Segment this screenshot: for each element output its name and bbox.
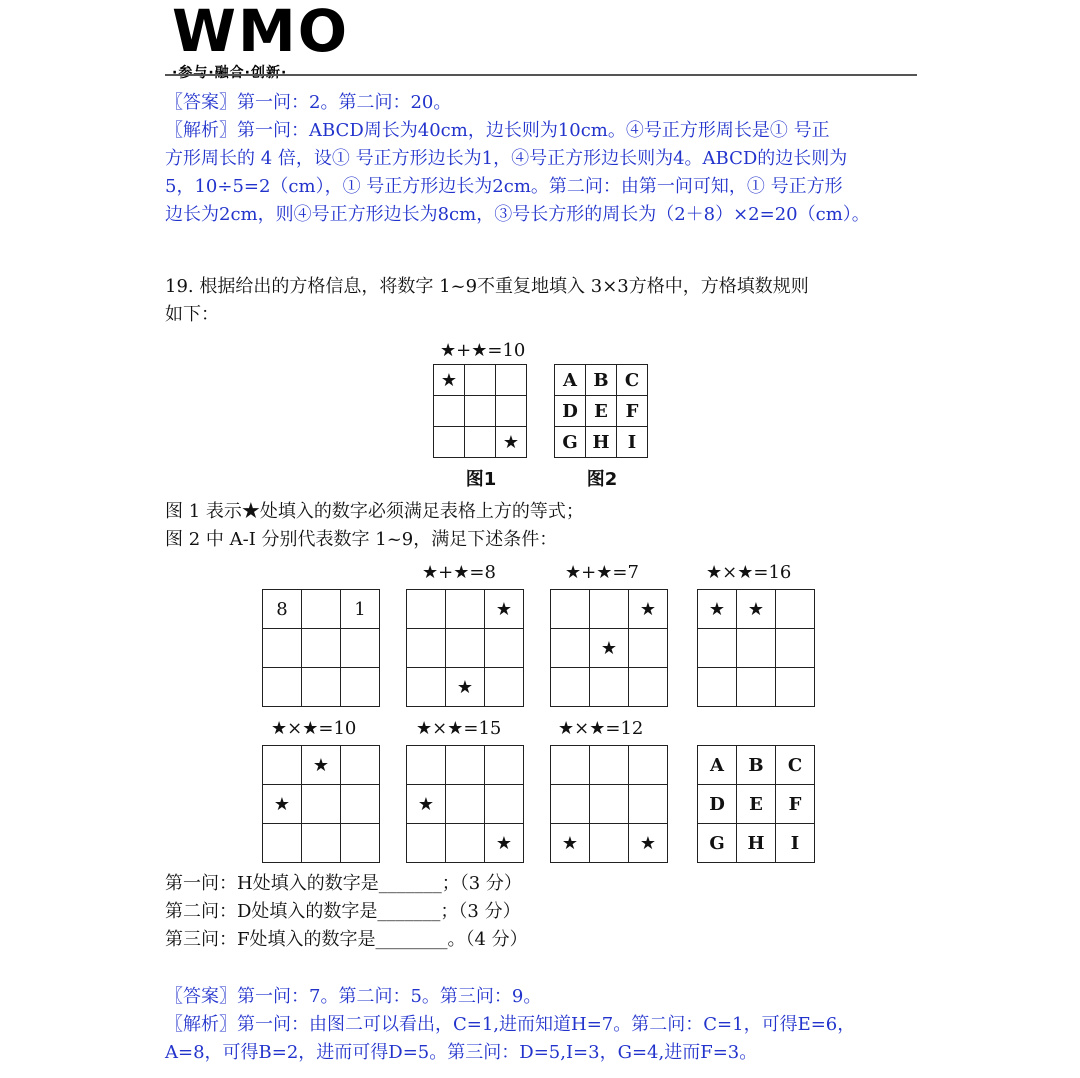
grid-cell: A <box>698 746 737 785</box>
star-cell: ★ <box>737 590 776 629</box>
grid-cell <box>485 746 524 785</box>
grid-cell <box>590 668 629 707</box>
grid-cell: G <box>555 427 586 458</box>
grid-cell: C <box>617 365 648 396</box>
grid-cell <box>496 365 527 396</box>
header-divider <box>165 74 917 76</box>
logo-word: WMO <box>172 0 349 65</box>
grid-cell <box>446 785 485 824</box>
grid-row <box>263 668 380 707</box>
grid-row <box>407 785 524 824</box>
grid-cell <box>485 668 524 707</box>
grid-cell: B <box>586 365 617 396</box>
condition-3-equation: ★+★=7 <box>565 562 639 583</box>
star-cell: ★ <box>302 746 341 785</box>
grid-cell <box>590 746 629 785</box>
grid-cell: E <box>737 785 776 824</box>
star-cell: ★ <box>434 365 465 396</box>
grid-cell <box>407 746 446 785</box>
grid-cell: B <box>737 746 776 785</box>
grid-cell <box>776 629 815 668</box>
grid-cell <box>434 427 465 458</box>
grid-cell <box>263 668 302 707</box>
grid-cell <box>629 785 668 824</box>
grid-row <box>263 785 380 824</box>
grid-row <box>698 746 815 785</box>
grid-cell <box>341 824 380 863</box>
grid-cell: D <box>698 785 737 824</box>
grid-cell <box>465 396 496 427</box>
condition-7-equation: ★×★=12 <box>558 718 644 739</box>
q19-analysis-line-1: 〖解析〗第一问：由图二可以看出，C=1,进而知道H=7。第二问：C=1，可得E=6， <box>165 1014 856 1035</box>
condition-2-grid <box>406 589 524 707</box>
rule-line-2: 图 2 中 A-I 分别代表数字 1~9，满足下述条件： <box>165 529 558 550</box>
star-cell: ★ <box>485 590 524 629</box>
figure-2-label: 图2 <box>586 469 618 490</box>
grid-row <box>407 629 524 668</box>
condition-1-grid <box>262 589 380 707</box>
grid-cell <box>590 785 629 824</box>
star-cell: ★ <box>446 668 485 707</box>
grid-cell <box>263 824 302 863</box>
star-cell: ★ <box>551 824 590 863</box>
condition-6-grid <box>406 745 524 863</box>
grid-cell <box>302 629 341 668</box>
grid-cell <box>465 365 496 396</box>
grid-row <box>551 824 668 863</box>
grid-row <box>551 629 668 668</box>
grid-cell: I <box>617 427 648 458</box>
star-cell: ★ <box>485 824 524 863</box>
grid-cell <box>446 590 485 629</box>
grid-cell <box>341 785 380 824</box>
grid-cell <box>302 824 341 863</box>
prev-answer: 〖答案〗第一问：2。第二问：20。 <box>165 92 452 113</box>
grid-cell <box>341 629 380 668</box>
condition-7-grid <box>550 745 668 863</box>
grid-row <box>698 629 815 668</box>
grid-cell: F <box>617 396 648 427</box>
grid-cell <box>302 785 341 824</box>
grid-cell <box>551 590 590 629</box>
grid-row <box>434 427 527 458</box>
question-1: 第一问：H处填入的数字是_______；（3 分） <box>165 873 522 894</box>
grid-cell <box>737 629 776 668</box>
wmo-logo <box>172 0 362 81</box>
grid-cell <box>407 824 446 863</box>
condition-4-equation: ★×★=16 <box>706 562 792 583</box>
grid-row <box>555 396 648 427</box>
condition-4-grid <box>697 589 815 707</box>
condition-2-equation: ★+★=8 <box>422 562 496 583</box>
grid-cell <box>446 746 485 785</box>
star-cell: ★ <box>263 785 302 824</box>
q19-answer: 〖答案〗第一问：7。第二问：5。第三问：9。 <box>165 986 542 1007</box>
grid-row <box>551 590 668 629</box>
figure-2-grid <box>554 364 648 458</box>
grid-cell <box>496 396 527 427</box>
rule-line-1: 图 1 表示★处填入的数字必须满足表格上方的等式； <box>165 501 584 522</box>
grid-cell <box>465 427 496 458</box>
condition-8-letter-grid <box>697 745 815 863</box>
prev-analysis-line-4: 边长为2cm，则④号正方形边长为8cm，③号长方形的周长为（2＋8）×2=20（cm）。 <box>165 204 870 225</box>
logo-tagline: ·参与·融合·创新· <box>172 65 288 81</box>
grid-cell <box>407 629 446 668</box>
grid-cell: H <box>737 824 776 863</box>
grid-row <box>407 590 524 629</box>
grid-cell <box>551 629 590 668</box>
grid-row <box>263 746 380 785</box>
star-cell: ★ <box>407 785 446 824</box>
q19-stem-line-1: 19. 根据给出的方格信息，将数字 1~9不重复地填入 3×3方格中，方格填数规则 <box>165 276 809 297</box>
grid-row <box>263 590 380 629</box>
grid-cell <box>551 746 590 785</box>
grid-cell <box>263 746 302 785</box>
grid-cell <box>434 396 465 427</box>
example-equation: ★+★=10 <box>440 340 526 361</box>
condition-6-equation: ★×★=15 <box>416 718 502 739</box>
grid-cell: A <box>555 365 586 396</box>
star-cell: ★ <box>629 590 668 629</box>
grid-cell <box>698 668 737 707</box>
grid-row <box>434 365 527 396</box>
grid-cell <box>407 668 446 707</box>
grid-cell <box>629 629 668 668</box>
grid-row <box>555 427 648 458</box>
star-cell: ★ <box>698 590 737 629</box>
grid-cell: 1 <box>341 590 380 629</box>
grid-row <box>407 824 524 863</box>
grid-cell <box>485 785 524 824</box>
grid-row <box>551 746 668 785</box>
prev-analysis-line-2: 方形周长的 4 倍，设① 号正方形边长为1，④号正方形边长则为4。ABCD的边长则为 <box>165 148 848 169</box>
grid-row <box>555 365 648 396</box>
grid-cell <box>590 824 629 863</box>
grid-row <box>407 746 524 785</box>
condition-5-equation: ★×★=10 <box>271 718 357 739</box>
grid-cell <box>485 629 524 668</box>
grid-cell <box>446 629 485 668</box>
grid-row <box>407 668 524 707</box>
grid-row <box>698 668 815 707</box>
prev-analysis-line-3: 5，10÷5=2（cm），① 号正方形边长为2cm。第二问：由第一问可知，① 号正方形 <box>165 176 843 197</box>
question-2: 第二问：D处填入的数字是_______；（3 分） <box>165 901 521 922</box>
grid-cell: C <box>776 746 815 785</box>
grid-cell <box>737 668 776 707</box>
grid-cell <box>341 746 380 785</box>
grid-cell <box>776 668 815 707</box>
grid-cell: 8 <box>263 590 302 629</box>
grid-cell <box>407 590 446 629</box>
q19-analysis-line-2: A=8，可得B=2，进而可得D=5。第三问：D=5,I=3，G=4,进而F=3。 <box>165 1042 758 1063</box>
grid-row <box>434 396 527 427</box>
question-3: 第三问：F处填入的数字是________。（4 分） <box>165 929 528 950</box>
grid-row <box>698 785 815 824</box>
figure-1-grid <box>433 364 527 458</box>
grid-row <box>551 785 668 824</box>
grid-row <box>551 668 668 707</box>
grid-cell <box>590 590 629 629</box>
grid-cell <box>551 668 590 707</box>
grid-cell <box>629 668 668 707</box>
grid-row <box>263 629 380 668</box>
grid-cell: G <box>698 824 737 863</box>
condition-3-grid <box>550 589 668 707</box>
prev-analysis-line-1: 〖解析〗第一问：ABCD周长为40cm，边长则为10cm。④号正方形周长是① 号正 <box>165 120 830 141</box>
grid-cell <box>698 629 737 668</box>
grid-cell <box>302 668 341 707</box>
grid-cell <box>341 668 380 707</box>
condition-5-grid <box>262 745 380 863</box>
figure-1-label: 图1 <box>465 469 497 490</box>
grid-cell: D <box>555 396 586 427</box>
star-cell: ★ <box>496 427 527 458</box>
grid-row <box>263 824 380 863</box>
grid-cell: F <box>776 785 815 824</box>
grid-cell <box>263 629 302 668</box>
star-cell: ★ <box>590 629 629 668</box>
grid-cell: H <box>586 427 617 458</box>
grid-cell <box>446 824 485 863</box>
grid-cell <box>629 746 668 785</box>
q19-stem-line-2: 如下： <box>165 304 219 325</box>
grid-cell <box>551 785 590 824</box>
grid-row <box>698 590 815 629</box>
grid-cell <box>776 590 815 629</box>
grid-row <box>698 824 815 863</box>
grid-cell: I <box>776 824 815 863</box>
star-cell: ★ <box>629 824 668 863</box>
grid-cell: E <box>586 396 617 427</box>
grid-cell <box>302 590 341 629</box>
